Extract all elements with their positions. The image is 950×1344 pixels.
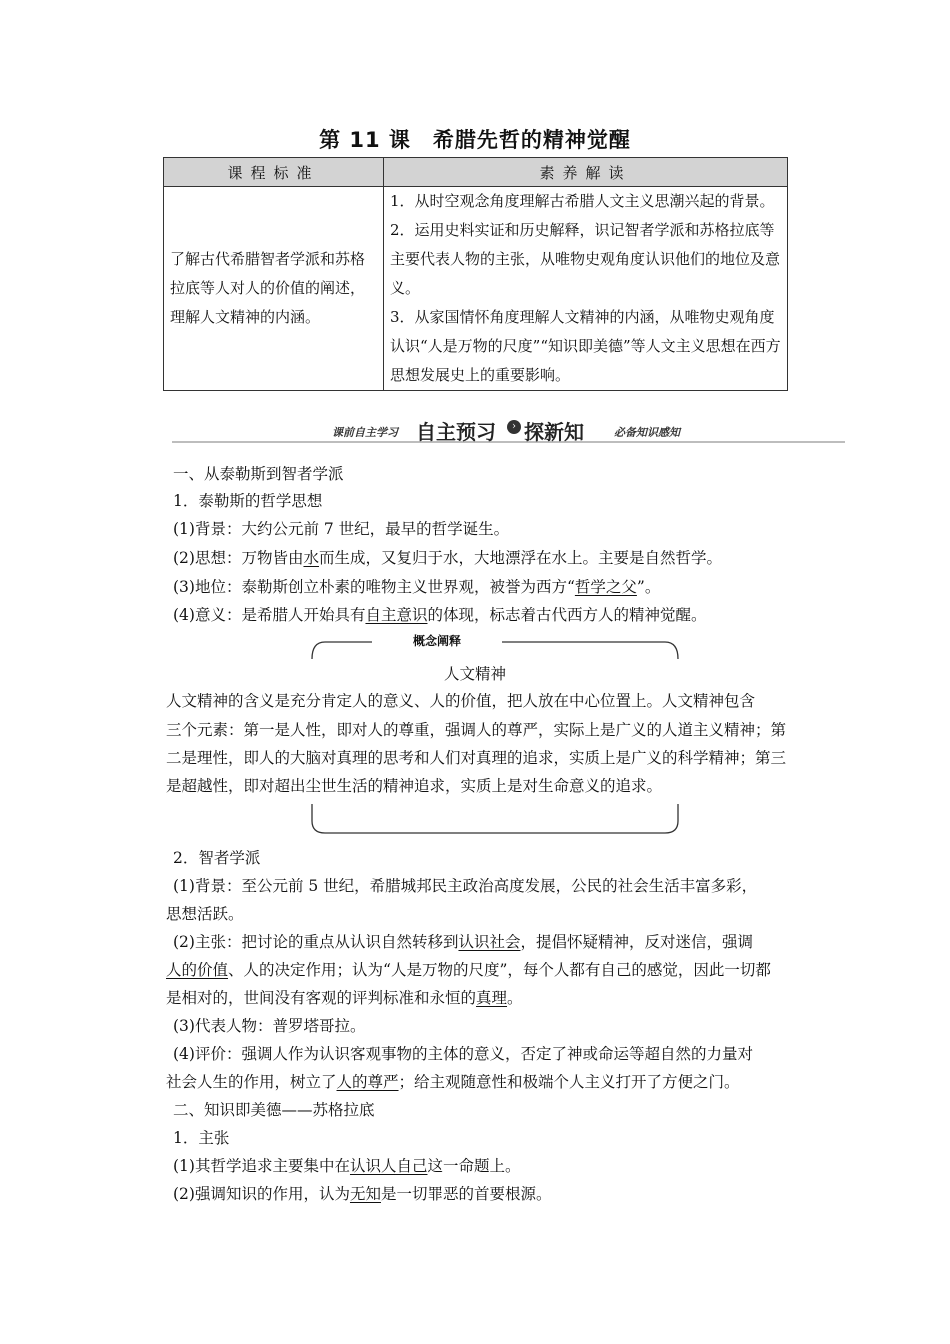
concept-frame-bottom [311,803,679,835]
sophists-representative: (3)代表人物：普罗塔哥拉。 [173,1017,366,1035]
underline-self-awareness: 自主意识 [365,606,428,624]
concept-line-4: 是超越性，即对超出尘世生活的精神追求，实质上是对生命意义的追求。 [166,777,663,795]
sophists-background-1: (1)背景：至公元前 5 世纪，希腊城邦民主政治高度发展，公民的社会生活丰富多彩， [173,877,758,895]
concept-line-3: 二是理性，即人的大脑对真理的思考和人们对真理的追求，实质上是广义的科学精神；第三 [166,749,787,767]
concept-heading: 人文精神 [443,665,506,683]
section2-heading: 二、知识即美德——苏格拉底 [173,1101,375,1119]
underline-know-yourself: 认识人自己 [349,1157,428,1175]
header-literacy-interpretation: 素养解读 [384,158,788,187]
concept-label: 概念阐释 [372,632,502,649]
thales-thought: (2)思想：万物皆由水而生成，又复归于水，大地漂浮在水上。主要是自然哲学。 [173,549,722,567]
curriculum-standards-table [163,157,788,391]
banner-title-left: 自主预习 [416,420,496,444]
section2-sub1: 1．主张 [173,1129,230,1147]
literacy-item-2: 2．运用史料实证和历史解释，识记智者学派和苏格拉底等主要代表人物的主张，从唯物史观角度认识他们的地位及意义。 [390,221,781,297]
sophists-claim-2: 人的价值、人的决定作用；认为“人是万物的尺度”，每个人都有自己的感觉，因此一切都 [166,961,771,979]
sophists-heading: 2．智者学派 [173,849,261,867]
underline-know-society: 认识社会 [458,933,521,951]
section1-sub1: 1．泰勒斯的哲学思想 [173,492,323,510]
socrates-claim-1: (1)其哲学追求主要集中在认识人自己这一命题上。 [173,1157,521,1175]
sophists-background-2: 思想活跃。 [166,905,244,923]
standard-text: 了解古代希腊智者学派和苏格拉底等人对人的价值的阐述，理解人文精神的内涵。 [164,187,384,391]
literacy-item-1: 1．从时空观念角度理解古希腊人文主义思潮兴起的背景。 [390,192,775,210]
thales-background: (1)背景：大约公元前 7 世纪，最早的哲学诞生。 [173,520,510,538]
sophists-claim-3: 是相对的，世间没有客观的评判标准和永恒的真理。 [166,989,523,1007]
underline-ignorance: 无知 [349,1185,381,1203]
literacy-item-3: 3．从家国情怀角度理解人文精神的内涵，从唯物史观角度认识“人是万物的尺度”“知识即美德”等人文主义思想在西方思想发展史上的重要影响。 [390,308,781,384]
underline-water: 水 [303,549,319,567]
banner-right-caption: 必备知识感知 [614,426,680,439]
literacy-list [384,187,788,391]
sophists-evaluation-2: 社会人生的作用，树立了人的尊严；给主观随意性和极端个人主义打开了方便之门。 [166,1073,740,1091]
underline-human-value: 人的价值 [166,961,229,979]
underline-father-of-philosophy: 哲学之父 [574,578,637,596]
banner-title-right: 探新知 [524,420,584,444]
socrates-claim-2: (2)强调知识的作用，认为无知是一切罪恶的首要根源。 [173,1185,552,1203]
lesson-title [0,124,950,154]
thales-significance: (4)意义：是希腊人开始具有自主意识的体现，标志着古代西方人的精神觉醒。 [173,606,707,624]
banner-left-caption: 课前自主学习 [332,426,398,439]
section-banner [172,415,845,451]
sophists-evaluation-1: (4)评价：强调人作为认识客观事物的主体的意义，否定了神或命运等超自然的力量对 [173,1045,753,1063]
lesson-number: 第 11 课 [319,128,411,152]
banner-rule [172,441,845,443]
arrow-icon: › [507,420,521,434]
lesson-name: 希腊先哲的精神觉醒 [432,128,631,152]
thales-status: (3)地位：泰勒斯创立朴素的唯物主义世界观，被誉为西方“哲学之父”。 [173,578,661,596]
sophists-claim-1: (2)主张：把讨论的重点从认识自然转移到认识社会，提倡怀疑精神，反对迷信，强调 [173,933,753,951]
section1-heading: 一、从泰勒斯到智者学派 [173,465,344,483]
underline-human-dignity: 人的尊严 [336,1073,399,1091]
concept-line-1: 人文精神的含义是充分肯定人的意义、人的价值，把人放在中心位置上。人文精神包含 [166,692,756,710]
header-course-standard: 课程标准 [164,158,384,187]
concept-line-2: 三个元素：第一是人性，即对人的尊重，强调人的尊严，实际上是广义的人道主义精神；第 [166,721,787,739]
underline-truth: 真理 [476,989,508,1007]
